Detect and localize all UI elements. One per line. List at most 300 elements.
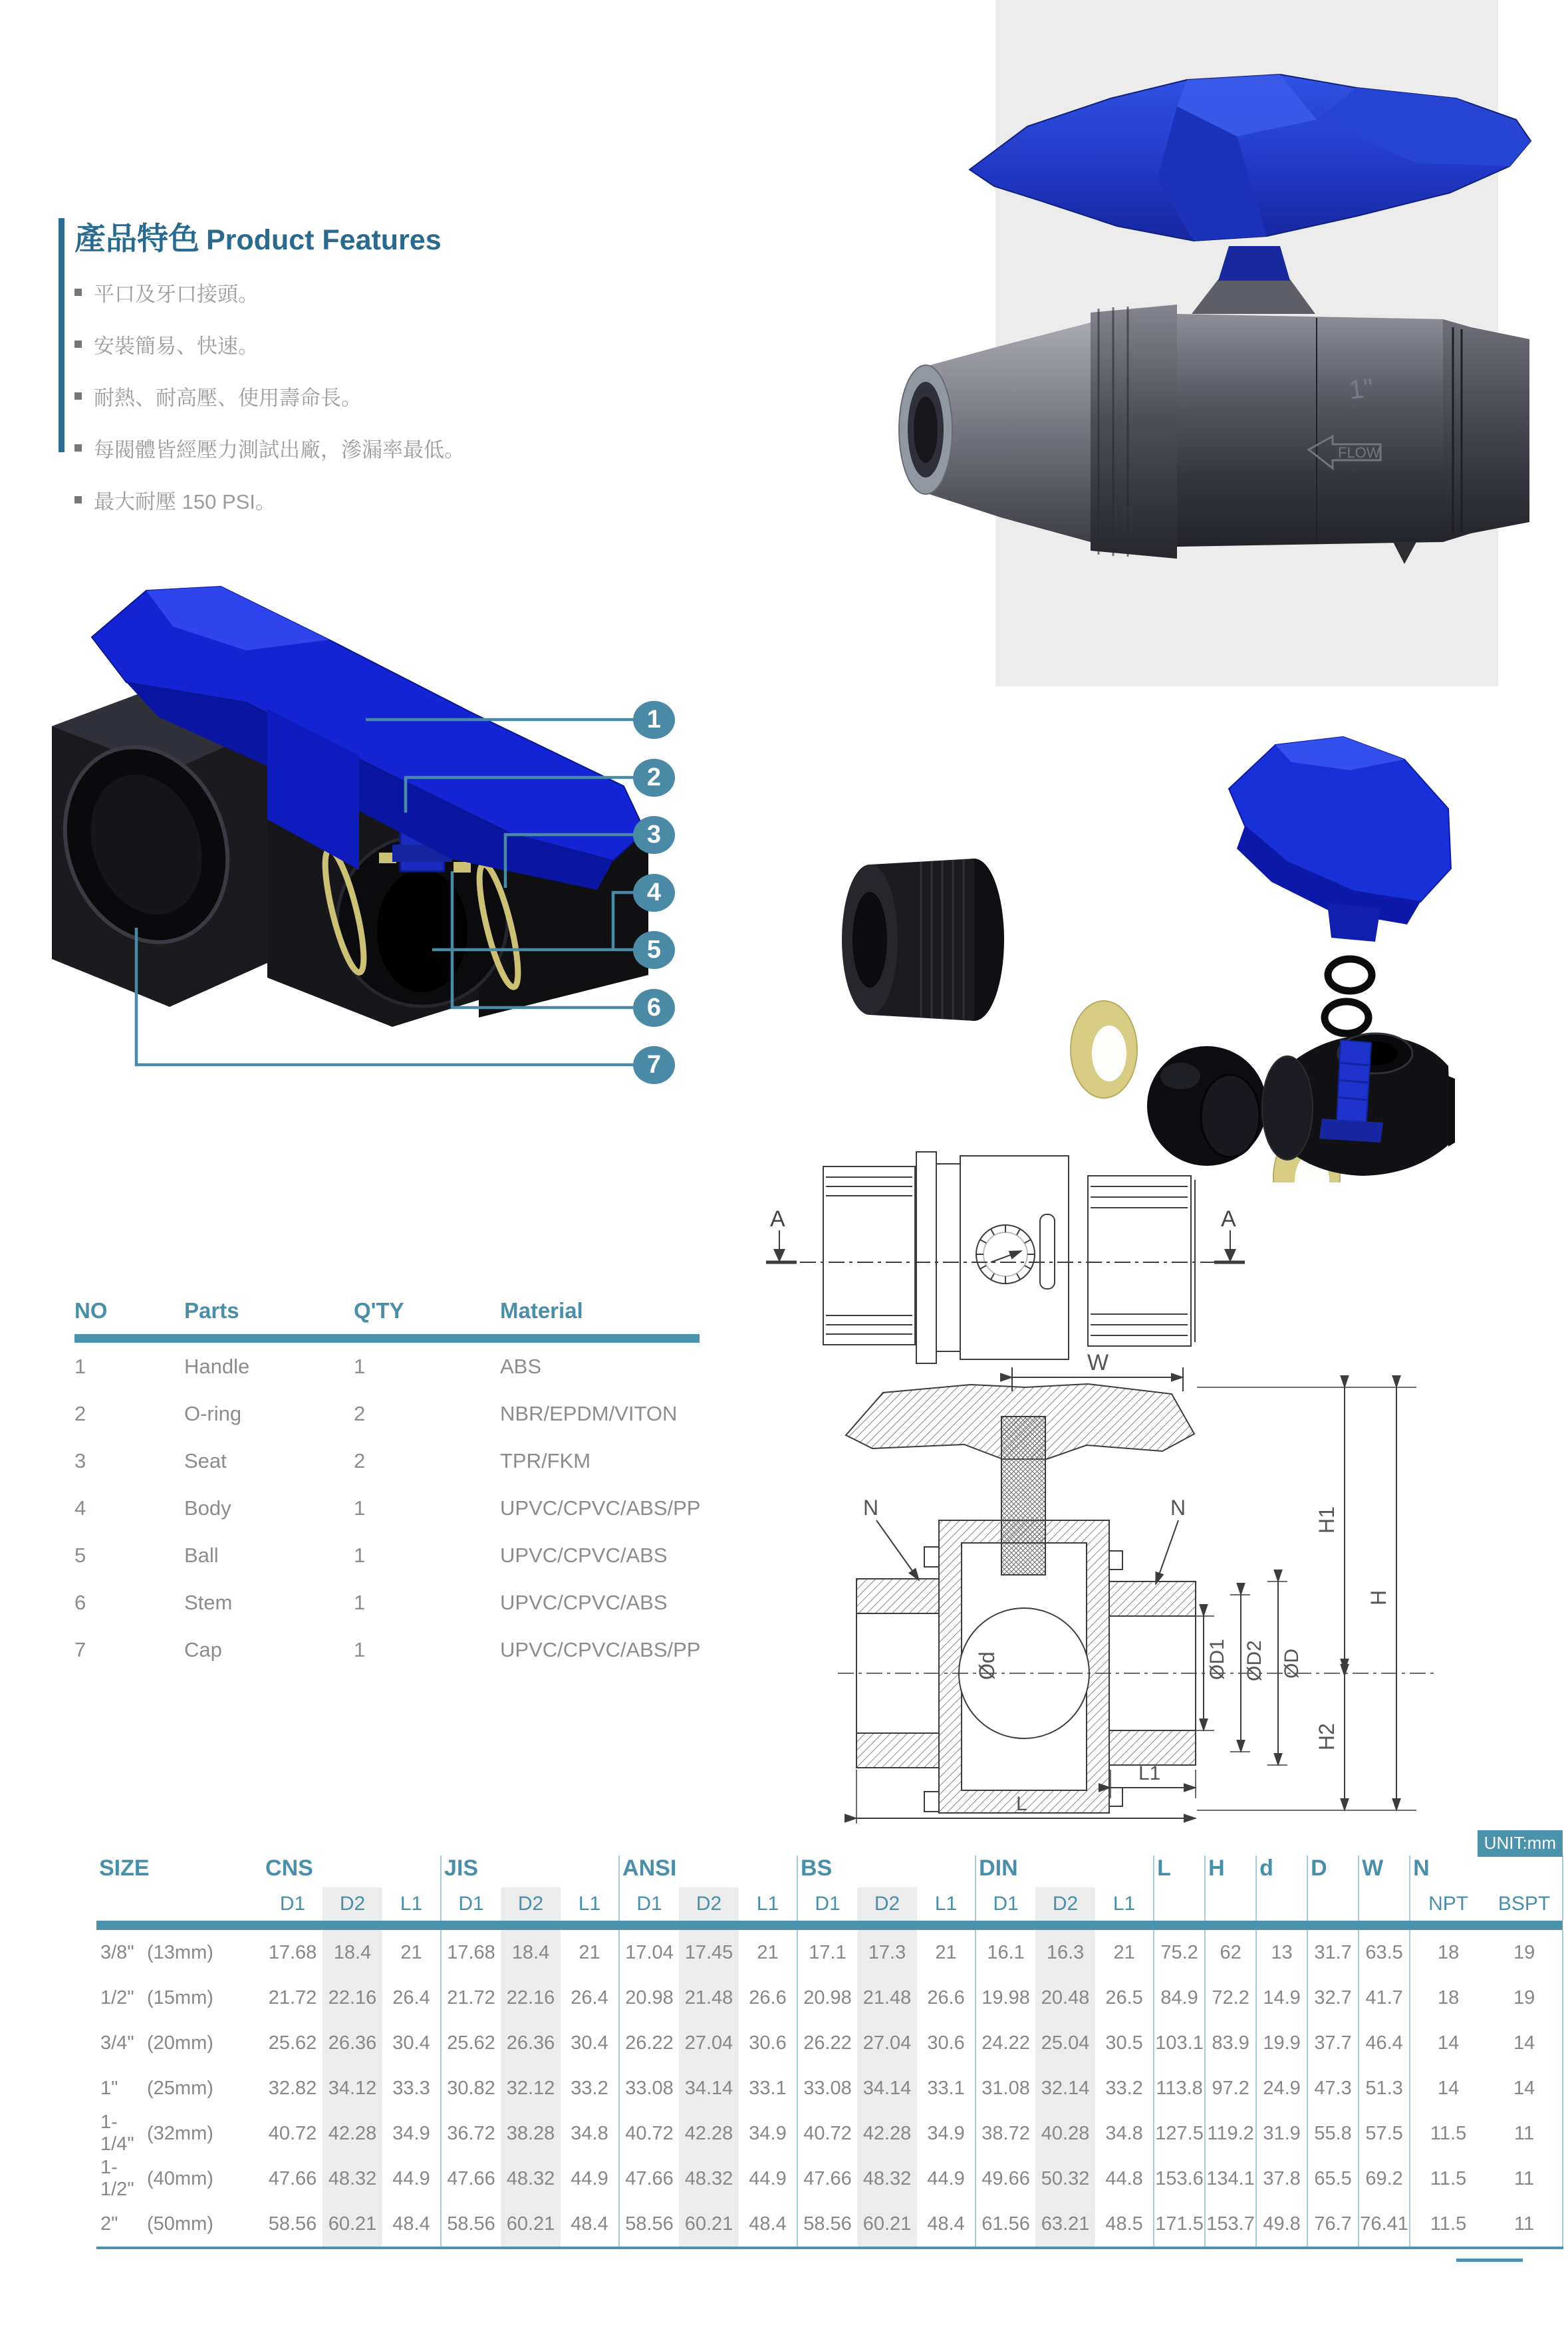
parts-cell-no: 1	[74, 1354, 86, 1378]
dim-cell-NPT: 11.5	[1430, 2167, 1467, 2189]
sub-bspt: BSPT	[1486, 1887, 1563, 1921]
dim-cell-din-1: 20.48	[1035, 1975, 1095, 2020]
callout-number: 3	[646, 821, 662, 849]
callout-badge-5	[633, 931, 675, 969]
parts-cell-part: Stem	[184, 1590, 233, 1614]
dim-cell-d: 31.9	[1256, 2111, 1307, 2156]
dim-cell-H: 153.7	[1205, 2201, 1256, 2248]
dim-cell-cns-1: 34.12	[323, 2066, 382, 2111]
header-accent-bar	[74, 1334, 700, 1343]
dim-cell-L: 153.6	[1154, 2156, 1205, 2201]
dim-cell-bs-0: 20.98	[803, 1987, 852, 2008]
dim-cell-L: 103.1	[1154, 2020, 1205, 2066]
dim-cell-jis-2: 34.8	[561, 2111, 619, 2156]
top-view-drawing	[766, 1152, 1245, 1391]
dim-cell-W: 41.7	[1359, 1975, 1410, 2020]
dim-cell-cns-1: 22.16	[323, 1975, 382, 2020]
dim-cell-mm: (15mm)	[147, 1987, 213, 2008]
dim-cell-din-0: 61.56	[981, 2213, 1030, 2235]
dim-cell-bs-2: 48.4	[917, 2201, 976, 2248]
technical-drawing	[765, 1148, 1470, 1830]
dim-cell-W: 63.5	[1359, 1930, 1410, 1975]
parts-cell-qty: 1	[354, 1496, 366, 1520]
dim-cell-ansi-1: 42.28	[679, 2111, 739, 2156]
parts-cell-part: Seat	[184, 1448, 227, 1472]
dim-cell-cns-0: 58.56	[268, 2213, 317, 2235]
section-title-en: Product Features	[206, 224, 442, 256]
group-n: N	[1410, 1855, 1563, 1887]
callout-number: 4	[646, 879, 662, 906]
dim-cell-W: 46.4	[1359, 2020, 1410, 2066]
dim-cell-mm: (13mm)	[147, 1941, 213, 1963]
dim-cell-ansi-1: 17.45	[679, 1930, 739, 1975]
bullet-square-icon	[74, 444, 82, 452]
dim-cell-size: 1-1/2"	[100, 2157, 134, 2200]
dim-cell-ansi-1: 48.32	[679, 2156, 739, 2201]
dim-cell-W: 57.5	[1359, 2111, 1410, 2156]
sub-npt: NPT	[1428, 1893, 1469, 1915]
dim-cell-din-0: 19.98	[981, 1987, 1030, 2008]
col-no: NO	[74, 1298, 108, 1323]
dim-cell-bs-1: 34.14	[857, 2066, 917, 2111]
dim-h2-label: H2	[1315, 1723, 1339, 1750]
accent-bar	[59, 218, 65, 452]
parts-cell-material: UPVC/CPVC/ABS/PP	[500, 1637, 701, 1661]
dim-cell-cns-2: 30.4	[382, 2020, 441, 2066]
parts-cell-no: 3	[74, 1448, 86, 1472]
dim-cell-jis-1: 26.36	[501, 2020, 561, 2066]
parts-header-row	[74, 1298, 700, 1334]
parts-cell-part: Cap	[184, 1637, 222, 1661]
dim-cell-d: 49.8	[1256, 2201, 1307, 2248]
dim-cell-ansi-0: 33.08	[625, 2077, 674, 2099]
group-ansi: ANSI	[619, 1855, 797, 1887]
dim-cell-BSPT: 11	[1486, 2111, 1563, 2156]
dimension-table	[96, 1855, 1563, 2249]
dim-cell-d: 14.9	[1256, 1975, 1307, 2020]
dimension-row	[96, 1930, 1563, 1975]
dim-cell-ansi-2: 26.6	[739, 1975, 797, 2020]
dim-cell-mm: (20mm)	[147, 2032, 213, 2054]
parts-cell-no: 2	[74, 1401, 86, 1425]
dim-cell-jis-2: 26.4	[561, 1975, 619, 2020]
dim-cell-din-0: 24.22	[981, 2032, 1030, 2054]
dim-cell-NPT: 11.5	[1430, 2213, 1467, 2235]
dim-cell-D: 31.7	[1307, 1930, 1359, 1975]
dim-cell-din-1: 40.28	[1035, 2111, 1095, 2156]
callout-badge-3	[633, 816, 675, 854]
dim-cell-bs-0: 40.72	[803, 2122, 852, 2144]
parts-cell-part: O-ring	[184, 1401, 242, 1425]
dim-cell-d: 24.9	[1256, 2066, 1307, 2111]
dim-cell-cns-2: 48.4	[382, 2201, 441, 2248]
feature-item	[74, 433, 646, 463]
exploded-parts	[842, 737, 1455, 1182]
sub-l1: L1	[561, 1887, 619, 1921]
dim-cell-L: 84.9	[1154, 1975, 1205, 2020]
dim-cell-jis-2: 21	[561, 1930, 619, 1975]
sub-d2: D2	[679, 1887, 739, 1921]
parts-table-row	[74, 1390, 700, 1437]
parts-cell-qty: 1	[354, 1543, 366, 1567]
feature-text: 平口及牙口接頭。	[94, 283, 259, 306]
feature-item	[74, 329, 646, 359]
sub-d2: D2	[501, 1887, 561, 1921]
dim-cell-cns-0: 17.68	[268, 1941, 317, 1963]
dimension-row	[96, 2111, 1563, 2156]
dim-cell-NPT: 14	[1437, 2032, 1460, 2054]
dim-cell-bs-0: 17.1	[809, 1941, 847, 1963]
dimension-row	[96, 2066, 1563, 2111]
parts-table-row	[74, 1343, 700, 1390]
dim-cell-d: 19.9	[1256, 2020, 1307, 2066]
parts-table	[74, 1298, 700, 1673]
parts-cell-part: Handle	[184, 1354, 250, 1378]
dim-cell-D: 32.7	[1307, 1975, 1359, 2020]
dim-cell-ansi-0: 26.22	[625, 2032, 674, 2054]
parts-table-row	[74, 1626, 700, 1673]
dim-cell-NPT: 18	[1437, 1987, 1460, 2008]
dim-cell-W: 69.2	[1359, 2156, 1410, 2201]
dim-cell-din-2: 26.5	[1095, 1975, 1154, 2020]
dim-cell-ansi-2: 21	[739, 1930, 797, 1975]
dim-cell-BSPT: 19	[1486, 1930, 1563, 1975]
parts-table-row	[74, 1437, 700, 1484]
dim-cell-H: 72.2	[1205, 1975, 1256, 2020]
sub-d2: D2	[323, 1887, 382, 1921]
group-jis: JIS	[441, 1855, 619, 1887]
dim-cell-cns-2: 26.4	[382, 1975, 441, 2020]
parts-cell-qty: 1	[354, 1590, 366, 1614]
cutaway-illustration	[47, 552, 685, 1124]
dim-cell-jis-2: 30.4	[561, 2020, 619, 2066]
dim-cell-D: 37.7	[1307, 2020, 1359, 2066]
parts-table-section	[74, 1298, 700, 1673]
dim-cell-cns-2: 21	[382, 1930, 441, 1975]
dim-cell-din-1: 50.32	[1035, 2156, 1095, 2201]
o-ring-2	[1325, 1002, 1369, 1033]
dim-cell-W: 76.41	[1359, 2201, 1410, 2248]
dim-cell-jis-1: 22.16	[501, 1975, 561, 2020]
dim-cell-din-0: 49.66	[981, 2167, 1030, 2189]
dim-cell-bs-0: 33.08	[803, 2077, 852, 2099]
dim-cell-ansi-2: 33.1	[739, 2066, 797, 2111]
feature-text: 每閥體皆經壓力測試出廠，滲漏率最低。	[94, 438, 465, 462]
sub-d1: D1	[815, 1893, 841, 1915]
dim-cell-L: 127.5	[1154, 2111, 1205, 2156]
parts-table-row	[74, 1532, 700, 1579]
sub-d2: D2	[1035, 1887, 1095, 1921]
parts-cell-material: NBR/EPDM/VITON	[500, 1401, 678, 1425]
dim-cell-cns-0: 21.72	[268, 1987, 317, 2008]
dim-cell-mm: (32mm)	[147, 2122, 213, 2144]
dim-cell-ansi-1: 21.48	[679, 1975, 739, 2020]
section-title-zh: 產品特色	[74, 221, 199, 256]
unit-badge: UNIT:mm	[1478, 1830, 1563, 1857]
dim-cell-ansi-0: 47.66	[625, 2167, 674, 2189]
dim-cell-BSPT: 14	[1486, 2066, 1563, 2111]
parts-cell-material: UPVC/CPVC/ABS	[500, 1590, 668, 1614]
dim-cell-BSPT: 11	[1486, 2156, 1563, 2201]
feature-item	[74, 485, 646, 515]
group-cns: CNS	[263, 1855, 441, 1887]
dim-cell-D: 65.5	[1307, 2156, 1359, 2201]
dim-cell-NPT: 18	[1437, 1941, 1460, 1963]
feature-text: 耐熱、耐高壓、使用壽命長。	[94, 386, 362, 410]
parts-cell-no: 5	[74, 1543, 86, 1567]
dim-d1-label: ØD1	[1206, 1639, 1228, 1680]
footer-accent-line	[1456, 2259, 1523, 2262]
callout-number: 5	[646, 936, 662, 964]
group-bs: BS	[797, 1855, 976, 1887]
dim-cell-jis-1: 18.4	[501, 1930, 561, 1975]
dim-cell-jis-0: 47.66	[447, 2167, 495, 2189]
dim-cell-mm: (40mm)	[147, 2167, 213, 2189]
sub-l1: L1	[917, 1887, 976, 1921]
callout-badge-7	[633, 1046, 675, 1084]
bullet-square-icon	[74, 341, 82, 348]
dim-cell-cns-2: 44.9	[382, 2156, 441, 2201]
dim-cell-ansi-2: 48.4	[739, 2201, 797, 2248]
col-material: Material	[500, 1298, 583, 1323]
dim-cell-din-0: 31.08	[981, 2077, 1030, 2099]
dim-cell-BSPT: 11	[1486, 2201, 1563, 2248]
feature-list	[74, 277, 646, 515]
dim-cell-din-1: 63.21	[1035, 2201, 1095, 2248]
sub-d2: D2	[857, 1887, 917, 1921]
sub-d1: D1	[279, 1893, 306, 1915]
dim-cell-bs-1: 27.04	[857, 2020, 917, 2066]
parts-cell-no: 7	[74, 1637, 86, 1661]
dim-cell-H: 134.1	[1205, 2156, 1256, 2201]
dim-cell-cns-0: 47.66	[268, 2167, 317, 2189]
col-qty: Q'TY	[354, 1298, 404, 1323]
dim-cell-size: 3/8"	[100, 1941, 134, 1963]
dim-cell-bs-2: 30.6	[917, 2020, 976, 2066]
dim-cell-H: 83.9	[1205, 2020, 1256, 2066]
dim-cell-jis-2: 33.2	[561, 2066, 619, 2111]
dim-cell-cns-1: 48.32	[323, 2156, 382, 2201]
sub-l1: L1	[1095, 1887, 1154, 1921]
dim-cell-L: 171.5	[1154, 2201, 1205, 2248]
dim-h-label: H	[1367, 1589, 1390, 1605]
dim-cell-bs-2: 26.6	[917, 1975, 976, 2020]
dim-cell-bs-1: 42.28	[857, 2111, 917, 2156]
dim-cell-din-2: 33.2	[1095, 2066, 1154, 2111]
dim-cell-mm: (25mm)	[147, 2077, 213, 2099]
dim-cell-mm: (50mm)	[147, 2213, 213, 2235]
dim-cell-bs-1: 21.48	[857, 1975, 917, 2020]
callout-badge-2	[633, 759, 675, 797]
parts-cell-no: 4	[74, 1496, 86, 1520]
col-L: L	[1154, 1855, 1205, 1921]
dim-cell-size: 1"	[100, 2077, 118, 2099]
callout-column	[633, 552, 676, 1124]
dim-cell-cns-0: 40.72	[268, 2122, 317, 2144]
parts-cell-qty: 2	[354, 1401, 366, 1425]
sub-l1: L1	[382, 1887, 441, 1921]
thread-n-right: N	[1170, 1496, 1186, 1520]
col-d: d	[1256, 1855, 1307, 1921]
section-a-left: A	[770, 1206, 785, 1232]
callout-badge-4	[633, 874, 675, 912]
dim-cell-H: 97.2	[1205, 2066, 1256, 2111]
dim-cell-ansi-0: 17.04	[625, 1941, 674, 1963]
dim-cell-ansi-2: 30.6	[739, 2020, 797, 2066]
col-parts: Parts	[184, 1298, 239, 1323]
dim-cell-bs-1: 48.32	[857, 2156, 917, 2201]
dimension-row	[96, 1975, 1563, 2020]
feature-item	[74, 277, 646, 307]
dim-cell-jis-0: 21.72	[447, 1987, 495, 2008]
callout-number: 6	[646, 994, 662, 1022]
dim-cell-W: 51.3	[1359, 2066, 1410, 2111]
section-heading	[74, 214, 646, 259]
dim-cell-size: 3/4"	[100, 2032, 134, 2054]
parts-cell-material: UPVC/CPVC/ABS	[500, 1543, 668, 1567]
dim-cell-din-1: 25.04	[1035, 2020, 1095, 2066]
dim-cell-bs-2: 33.1	[917, 2066, 976, 2111]
dim-cell-din-2: 34.8	[1095, 2111, 1154, 2156]
callout-badge-1	[633, 701, 675, 739]
sub-l1: L1	[739, 1887, 797, 1921]
dim-cell-din-2: 21	[1095, 1930, 1154, 1975]
dim-cell-BSPT: 19	[1486, 1975, 1563, 2020]
bullet-square-icon	[74, 496, 82, 503]
dim-l-label: L	[1016, 1793, 1027, 1815]
flow-marking: FLOW	[1338, 444, 1380, 461]
dim-cell-jis-0: 17.68	[447, 1941, 495, 1963]
group-din: DIN	[976, 1855, 1154, 1887]
col-H: H	[1205, 1855, 1256, 1921]
dim-cell-bs-0: 26.22	[803, 2032, 852, 2054]
dim-l1-label: L1	[1138, 1762, 1161, 1784]
o-ring-1	[1328, 959, 1372, 991]
parts-cell-qty: 1	[354, 1354, 366, 1378]
parts-table-row	[74, 1579, 700, 1626]
callout-number: 7	[646, 1051, 662, 1079]
dim-cell-ansi-0: 40.72	[625, 2122, 674, 2144]
dimension-row	[96, 2156, 1563, 2201]
dimension-table-section	[96, 1830, 1563, 2249]
dim-h1-label: H1	[1315, 1506, 1339, 1534]
sub-d1: D1	[636, 1893, 662, 1915]
dim-cell-ansi-1: 34.14	[679, 2066, 739, 2111]
dim-cell-jis-0: 58.56	[447, 2213, 495, 2235]
dim-cell-cns-0: 25.62	[268, 2032, 317, 2054]
dim-d-big-label: ØD	[1281, 1649, 1303, 1679]
dim-cell-NPT: 11.5	[1430, 2122, 1467, 2144]
dim-cell-ansi-2: 34.9	[739, 2111, 797, 2156]
col-W: W	[1359, 1855, 1410, 1921]
product-features-section	[74, 214, 646, 537]
sub-d1: D1	[458, 1893, 484, 1915]
dim-cell-cns-2: 33.3	[382, 2066, 441, 2111]
header-accent-bar	[96, 1921, 1563, 1930]
bullet-square-icon	[74, 392, 82, 400]
product-photo-illustration	[891, 27, 1563, 685]
dim-cell-jis-1: 32.12	[501, 2066, 561, 2111]
dim-cell-jis-0: 25.62	[447, 2032, 495, 2054]
dim-cell-D: 55.8	[1307, 2111, 1359, 2156]
dim-cell-bs-0: 58.56	[803, 2213, 852, 2235]
dim-cell-ansi-1: 27.04	[679, 2020, 739, 2066]
dim-d2-label: ØD2	[1243, 1640, 1265, 1681]
callout-badge-6	[633, 989, 675, 1027]
dim-cell-D: 76.7	[1307, 2201, 1359, 2248]
dim-cell-jis-2: 44.9	[561, 2156, 619, 2201]
dim-cell-bs-2: 21	[917, 1930, 976, 1975]
dim-cell-din-0: 38.72	[981, 2122, 1030, 2144]
dim-cell-NPT: 14	[1437, 2077, 1460, 2099]
dim-cell-L: 113.8	[1154, 2066, 1205, 2111]
dim-cell-H: 62	[1205, 1930, 1256, 1975]
dim-cell-d: 37.8	[1256, 2156, 1307, 2201]
size-header: SIZE	[99, 1855, 150, 1881]
dim-cell-jis-1: 48.32	[501, 2156, 561, 2201]
dim-cell-din-2: 48.5	[1095, 2201, 1154, 2248]
exploded-view-illustration	[818, 677, 1456, 1182]
dim-cell-cns-1: 42.28	[323, 2111, 382, 2156]
dimension-row	[96, 2201, 1563, 2248]
bullet-square-icon	[74, 289, 82, 296]
parts-cell-qty: 1	[354, 1637, 366, 1661]
dim-cell-jis-1: 60.21	[501, 2201, 561, 2248]
dim-cell-D: 47.3	[1307, 2066, 1359, 2111]
dim-cell-bs-0: 47.66	[803, 2167, 852, 2189]
dim-cell-cns-0: 32.82	[268, 2077, 317, 2099]
sub-d1: D1	[993, 1893, 1019, 1915]
dim-cell-din-2: 44.8	[1095, 2156, 1154, 2201]
dim-cell-bs-1: 60.21	[857, 2201, 917, 2248]
dim-cell-ansi-0: 20.98	[625, 1987, 674, 2008]
callout-number: 2	[646, 763, 662, 791]
valve-photo	[899, 74, 1531, 564]
parts-cell-material: TPR/FKM	[500, 1448, 591, 1472]
dim-cell-H: 119.2	[1205, 2111, 1256, 2156]
dim-cell-bs-1: 17.3	[857, 1930, 917, 1975]
dim-cell-size: 1/2"	[100, 1987, 134, 2008]
dim-cell-din-1: 32.14	[1035, 2066, 1095, 2111]
section-a-right: A	[1221, 1206, 1236, 1232]
dim-cell-L: 75.2	[1154, 1930, 1205, 1975]
callout-number: 1	[646, 706, 662, 734]
feature-item	[74, 381, 646, 411]
dim-cell-jis-0: 30.82	[447, 2077, 495, 2099]
dim-cell-size: 2"	[100, 2213, 118, 2235]
parts-cell-part: Ball	[184, 1543, 219, 1567]
dim-cell-jis-2: 48.4	[561, 2201, 619, 2248]
dimension-row	[96, 2020, 1563, 2066]
dim-cell-jis-0: 36.72	[447, 2122, 495, 2144]
size-marking: 1"	[1347, 373, 1375, 405]
dim-cell-bs-2: 34.9	[917, 2111, 976, 2156]
dim-cell-cns-2: 34.9	[382, 2111, 441, 2156]
dim-cell-ansi-0: 58.56	[625, 2213, 674, 2235]
dim-cell-ansi-2: 44.9	[739, 2156, 797, 2201]
dim-cell-bs-2: 44.9	[917, 2156, 976, 2201]
parts-table-row	[74, 1484, 700, 1532]
dim-cell-cns-1: 60.21	[323, 2201, 382, 2248]
dim-cell-din-2: 30.5	[1095, 2020, 1154, 2066]
dim-cell-cns-1: 26.36	[323, 2020, 382, 2066]
group-header-row	[96, 1855, 1563, 1887]
parts-cell-material: ABS	[500, 1354, 542, 1378]
parts-cell-qty: 2	[354, 1448, 366, 1472]
col-D: D	[1307, 1855, 1359, 1921]
dim-cell-size: 1-1/4"	[100, 2112, 134, 2155]
dim-cell-ansi-1: 60.21	[679, 2201, 739, 2248]
